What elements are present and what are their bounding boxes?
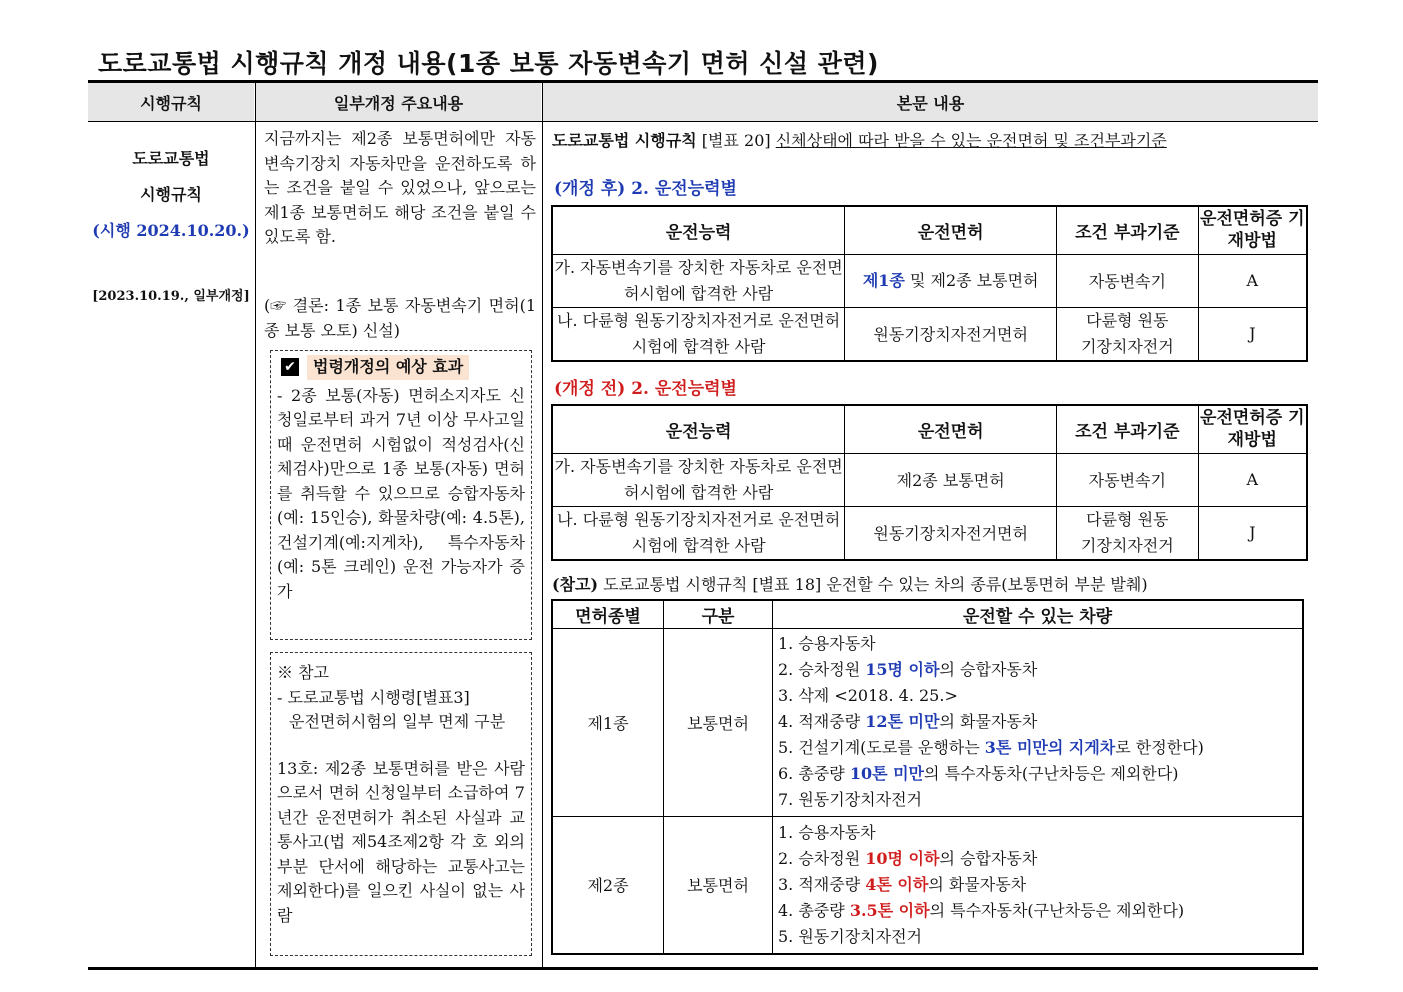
before-table bbox=[551, 404, 1308, 561]
th-kind: 구분 bbox=[664, 600, 773, 628]
kind-cell: 보통면허 bbox=[664, 628, 773, 816]
expected-effect-box bbox=[270, 350, 532, 640]
list-item: 4. 총중량 3.5톤 이하의 특수자동차(구난차등은 제외한다) bbox=[778, 900, 1185, 920]
expected-effect-body: - 2종 보통(자동) 면허소지자도 신청일로부터 과거 7년 이상 무사고일 때 운전면허 시험없이 적성검사(신체검사)만으로 1종 보통(자동) 면허를 취득할 수 있으므로 승합자동차(예: 15인승), 화물차량(예: 4.5톤), 건설기계(예:지게차), 특수자동차(예: 5톤 크레인) 운전 가능자가 증가 bbox=[277, 385, 525, 601]
table-row: 나. 다륜형 원동기장치자전거로 운전면허시험에 합격한 사람 원동기장치자전거면허 다륜형 원동기장치자전거 J bbox=[552, 506, 1307, 560]
th-condition: 조건 부과기준 bbox=[1057, 405, 1198, 453]
col-divider-2 bbox=[542, 83, 543, 968]
law-name-line2: 시행규칙 bbox=[140, 185, 202, 204]
th-ability: 운전능력 bbox=[552, 405, 845, 453]
reference-body: 13호: 제2종 보통면허를 받은 사람으로서 면허 신청일부터 소급하여 7년간 운전면허가 취소된 사실과 교통사고(법 제54조제2항 각 호 외의 부분 단서에 해당하는 교통사고는 제외한다)를 일으킨 사실이 없는 사람 bbox=[277, 758, 525, 925]
th-class: 면허종별 bbox=[552, 600, 664, 628]
th-license: 운전면허 bbox=[845, 206, 1057, 254]
list-item: 2. 승차정원 15명 이하의 승합자동차 bbox=[778, 660, 1038, 679]
reference-heading: (참고) 도로교통법 시행규칙 [별표 18] 운전할 수 있는 차의 종류(보통면허 부분 발췌) bbox=[552, 575, 1148, 594]
before-section-label: (개정 전) 2. 운전능력별 bbox=[554, 379, 737, 399]
checkbox-icon: ✔ bbox=[281, 358, 299, 376]
list-item: 2. 승차정원 10명 이하의 승합자동차 bbox=[778, 848, 1038, 868]
table-row: 나. 다륜형 원동기장치자전거로 운전면허시험에 합격한 사람 원동기장치자전거면허 다륜형 원동기장치자전거 J bbox=[552, 307, 1307, 361]
effective-date: (시행 2024.10.20.) bbox=[92, 221, 250, 240]
revision-date: [2023.10.19., 일부개정] bbox=[92, 289, 250, 304]
th-mark: 운전면허증 기재방법 bbox=[1198, 206, 1307, 254]
list-item: 6. 총중량 10톤 미만의 특수자동차(구난차등은 제외한다) bbox=[778, 764, 1179, 783]
bottom-rule bbox=[88, 967, 1318, 970]
list-item: 5. 원동기장치자전거 bbox=[778, 926, 922, 946]
summary-paragraph: 지금까지는 제2종 보통면허에만 자동변속기장치 자동차만을 운전하도록 하는 조건을 붙일 수 있었으나, 앞으로는 제1종 보통면허도 해당 조건을 붙일 수 있도록 함. bbox=[264, 129, 536, 246]
list-item: 5. 건설기계(도로를 운행하는 3톤 미만의 지게차로 한정한다) bbox=[778, 738, 1204, 757]
summary-conclusion: (☞ 결론: 1종 보통 자동변속기 면허(1종 보통 오토) 신설) bbox=[264, 296, 536, 340]
page-title: 도로교통법 시행규칙 개정 내용(1종 보통 자동변속기 면허 신설 관련) bbox=[98, 49, 879, 78]
th-vehicles: 운전할 수 있는 차량 bbox=[773, 600, 1304, 628]
col-divider-1 bbox=[255, 83, 256, 968]
kind-cell: 보통면허 bbox=[664, 816, 773, 954]
th-license: 운전면허 bbox=[845, 405, 1057, 453]
class1-vehicle-list bbox=[778, 631, 1302, 813]
after-section-label: (개정 후) 2. 운전능력별 bbox=[554, 179, 737, 199]
class2-cell: 제2종 bbox=[552, 816, 664, 954]
header-col-rule: 시행규칙 bbox=[88, 83, 254, 121]
table-row bbox=[552, 816, 1303, 954]
th-mark: 운전면허증 기재방법 bbox=[1198, 405, 1307, 453]
header-col-summary: 일부개정 주요내용 bbox=[256, 83, 541, 121]
table-row: 가. 자동변속기를 장치한 자동차로 운전면허시험에 합격한 사람 제1종 및 제2종 보통면허 자동변속기 A bbox=[552, 254, 1307, 307]
list-item: 3. 삭제 <2018. 4. 25.> bbox=[778, 686, 958, 705]
th-condition: 조건 부과기준 bbox=[1057, 206, 1198, 254]
list-item: 7. 원동기장치자전거 bbox=[778, 790, 922, 809]
reference-line2: 운전면허시험의 일부 면제 구분 bbox=[289, 712, 506, 731]
header-col-body: 본문 내용 bbox=[543, 83, 1318, 121]
after-table bbox=[551, 205, 1308, 362]
list-item: 1. 승용자동차 bbox=[778, 634, 876, 653]
list-item: 4. 적재중량 12톤 미만의 화물자동차 bbox=[778, 712, 1038, 731]
reference-box bbox=[270, 652, 532, 956]
expected-effect-title: ✔ 법령개정의 예상 효과 bbox=[281, 355, 525, 380]
th-ability: 운전능력 bbox=[552, 206, 845, 254]
header-rule bbox=[88, 121, 1318, 122]
rule-heading: 도로교통법 시행규칙 [별표 20] 신체상태에 따라 받을 수 있는 운전면허 및 조건부과기준 bbox=[552, 131, 1167, 150]
class2-vehicle-list bbox=[778, 820, 1302, 950]
list-item: 1. 승용자동차 bbox=[778, 822, 876, 842]
table-row: 가. 자동변속기를 장치한 자동차로 운전면허시험에 합격한 사람 제2종 보통면허 자동변속기 A bbox=[552, 453, 1307, 506]
class1-cell: 제1종 bbox=[552, 628, 664, 816]
reference-title: ※ 참고 bbox=[277, 663, 329, 682]
law-name-line1: 도로교통법 bbox=[132, 149, 210, 168]
list-item: 3. 적재중량 4톤 이하의 화물자동차 bbox=[778, 874, 1027, 894]
reference-line1: - 도로교통법 시행령[별표3] bbox=[277, 687, 470, 707]
table-row bbox=[552, 628, 1303, 816]
vehicle-table bbox=[551, 599, 1304, 955]
